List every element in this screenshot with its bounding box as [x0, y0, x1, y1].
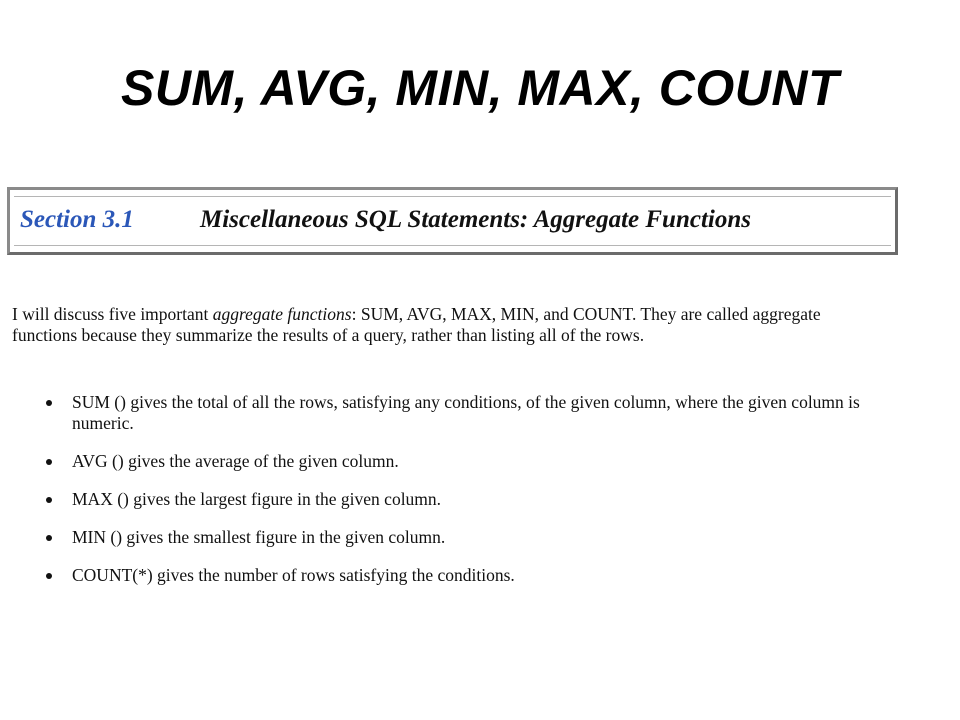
intro-text-after: : SUM, AVG, MAX, MIN, and COUNT. They are called aggregate functions because they summarize the results of a query, rather than listing all of the rows.: [12, 304, 821, 345]
intro-paragraph: [12, 304, 862, 346]
list-item-text: AVG () gives the average of the given column.: [72, 451, 399, 471]
section-title: Miscellaneous SQL Statements: Aggregate Functions: [200, 206, 751, 233]
intro-emphasis: aggregate functions: [212, 304, 352, 324]
list-item-count: [0, 565, 872, 586]
slide-title: SUM, AVG, MIN, MAX, COUNT: [120, 60, 840, 116]
list-item-avg: [0, 451, 872, 472]
bullet-icon: [46, 535, 52, 541]
list-item-text: MAX () gives the largest figure in the given column.: [72, 489, 442, 509]
list-item-text: SUM () gives the total of all the rows, satisfying any conditions, of the given column, where the given column is numeric.: [72, 392, 860, 433]
list-item-text: MIN () gives the smallest figure in the given column.: [72, 527, 446, 547]
list-item-min: [0, 527, 872, 548]
list-item-text: COUNT(*) gives the number of rows satisfying the conditions.: [72, 565, 515, 585]
section-header-box: [7, 187, 898, 255]
intro-text-before: I will discuss five important: [12, 304, 213, 324]
bullet-icon: [46, 459, 52, 465]
list-item-max: [0, 489, 872, 510]
function-list: [0, 392, 900, 603]
bullet-icon: [46, 400, 52, 406]
bullet-icon: [46, 573, 52, 579]
list-item-sum: [0, 392, 872, 434]
section-number: Section 3.1: [20, 206, 134, 233]
bullet-icon: [46, 497, 52, 503]
